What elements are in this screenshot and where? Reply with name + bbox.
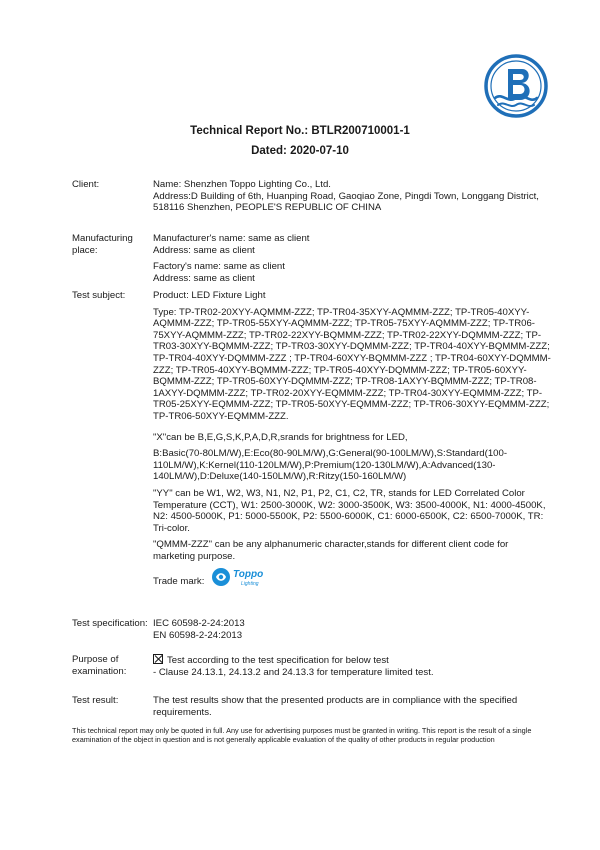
toppo-brand-text: Toppo bbox=[233, 569, 264, 581]
model-types: Type: TP-TR02-20XYY-AQMMM-ZZZ; TP-TR04-35XYY-AQMMM-ZZZ; TP-TR05-40XYY-AQMMM-ZZZ; TP-TR05-55XYY-AQMMM-ZZZ; TP-TR05-75XYY-AQMMM-ZZZ; TP-TR06-75XYY-AQMMM-ZZZ; TP-TR02-22XYY-BQMMM-ZZZ; TP-TR02-22XYY-DQMMM-ZZZ; TP-TR03-30XYY-BQMMM-ZZZ; TP-TR03-30XYY-DQMMM-ZZZ; TP-TR04-40XYY-BQMMM-ZZZ; TP-TR04-40XYY-DQMMM-ZZZ ; TP-TR04-60XYY-BQMMM-ZZZ ; TP-TR04-60XYY-DQMMM-ZZZ; TP-TR05-40XYY-BQMMM-ZZZ; TP-TR05-40XYY-DQMMM-ZZZ; TP-TR05-60XYY-BQMMM-ZZZ; TP-TR05-60XYY-DQMMM-ZZZ; TP-TR08-1AXYY-BQMMM-ZZZ; TP-TR08-1AXYY-DQMMM-ZZZ; TP-TR02-20XYY-EQMMM-ZZZ; TP-TR04-30XYY-EQMMM-ZZZ; TP-TR05-25XYY-EQMMM-ZZZ; TP-TR05-50XYY-EQMMM-ZZZ; TP-TR06-30XYY-EQMMM-ZZZ; TP-TR06-50XYY-EQMMM-ZZZ. bbox=[153, 306, 551, 422]
purpose-label: Purpose of examination: bbox=[72, 654, 127, 677]
manufacturer-name: Manufacturer's name: same as client bbox=[153, 233, 310, 244]
spec-iec: IEC 60598-2-24:2013 bbox=[153, 618, 245, 629]
purpose-clause: - Clause 24.13.1, 24.13.2 and 24.13.3 for temperature limited test. bbox=[153, 666, 434, 678]
x-code-note: "X"can be B,E,G,S,K,P,A,D,R,srands for brightness for LED, bbox=[153, 431, 408, 443]
factory-address: Address: same as client bbox=[153, 272, 255, 284]
toppo-logo bbox=[211, 566, 273, 588]
factory-name: Factory's name: same as client bbox=[153, 261, 285, 273]
certification-seal-logo bbox=[484, 54, 548, 118]
spec-en: EN 60598-2-24:2013 bbox=[153, 629, 243, 641]
test-specification-label: Test specification: bbox=[72, 618, 148, 629]
client-label: Client: bbox=[72, 179, 100, 190]
manufacturing-label: Manufacturing place: bbox=[72, 233, 133, 256]
test-result-text: The test results show that the presented products are in compliance with the specified requirements. bbox=[153, 695, 518, 718]
manufacturer-address: Address: same as client bbox=[153, 244, 255, 256]
purpose-text: Test according to the test specification for below test bbox=[167, 655, 389, 666]
test-result-label: Test result: bbox=[72, 695, 119, 706]
yy-code-note: "YY" can be W1, W2, W3, N1, N2, P1, P2, C1, C2, TR, stands for LED Correlated Color Temperature (CCT), W1: 2500-3000K, W2: 3000-3500K, W3: 3500-4000K, N1: 4000-4500K, N2: 4500-5000K, P1: 5000-5500K, P2: 5500-6000K, C1: 6000-6500K, C2: 6500-7000K, TR: Tri-color. bbox=[153, 487, 546, 534]
trade-mark bbox=[153, 567, 553, 589]
client-name: Name: Shenzhen Toppo Lighting Co., Ltd. bbox=[153, 179, 331, 190]
test-subject-label: Test subject: bbox=[72, 290, 126, 301]
qmmm-code-note: "QMMM-ZZZ" can be any alphanumeric character,stands for different client code for marketing purpose. bbox=[153, 539, 509, 562]
trade-mark-label: Trade mark: bbox=[153, 576, 205, 588]
product-name: Product: LED Fixture Light bbox=[153, 290, 266, 301]
report-number: Technical Report No.: BTLR200710001-1 bbox=[190, 125, 410, 137]
report-date: Dated: 2020-07-10 bbox=[251, 145, 349, 157]
toppo-brand-subtext: Lighting bbox=[241, 581, 259, 588]
footer-disclaimer: This technical report may only be quoted in full. Any use for advertising purposes must be granted in writing. This report is the result of a single examination of the object in question and is not generally applicable evaluation of the quality of other products in regular production bbox=[72, 726, 532, 744]
checked-box-icon bbox=[153, 654, 163, 664]
x-code-values: B:Basic(70-80LM/W),E:Eco(80-90LM/W),G:General(90-100LM/W),S:Standard(100-110LM/W),K:Kernel(110-120LM/W),P:Premium(120-130LM/W),A:Advanced(130-140LM/W),D:Deluxe(140-150LM/W),R:Ritzy(150-160LM/W) bbox=[153, 448, 508, 483]
client-address: Address:D Building of 6th, Huanping Road, Gaoqiao Zone, Pingdi Town, Longgang District, 518116 Shenzhen, PEOPLE'S REPUBLIC OF CHINA bbox=[153, 190, 539, 214]
